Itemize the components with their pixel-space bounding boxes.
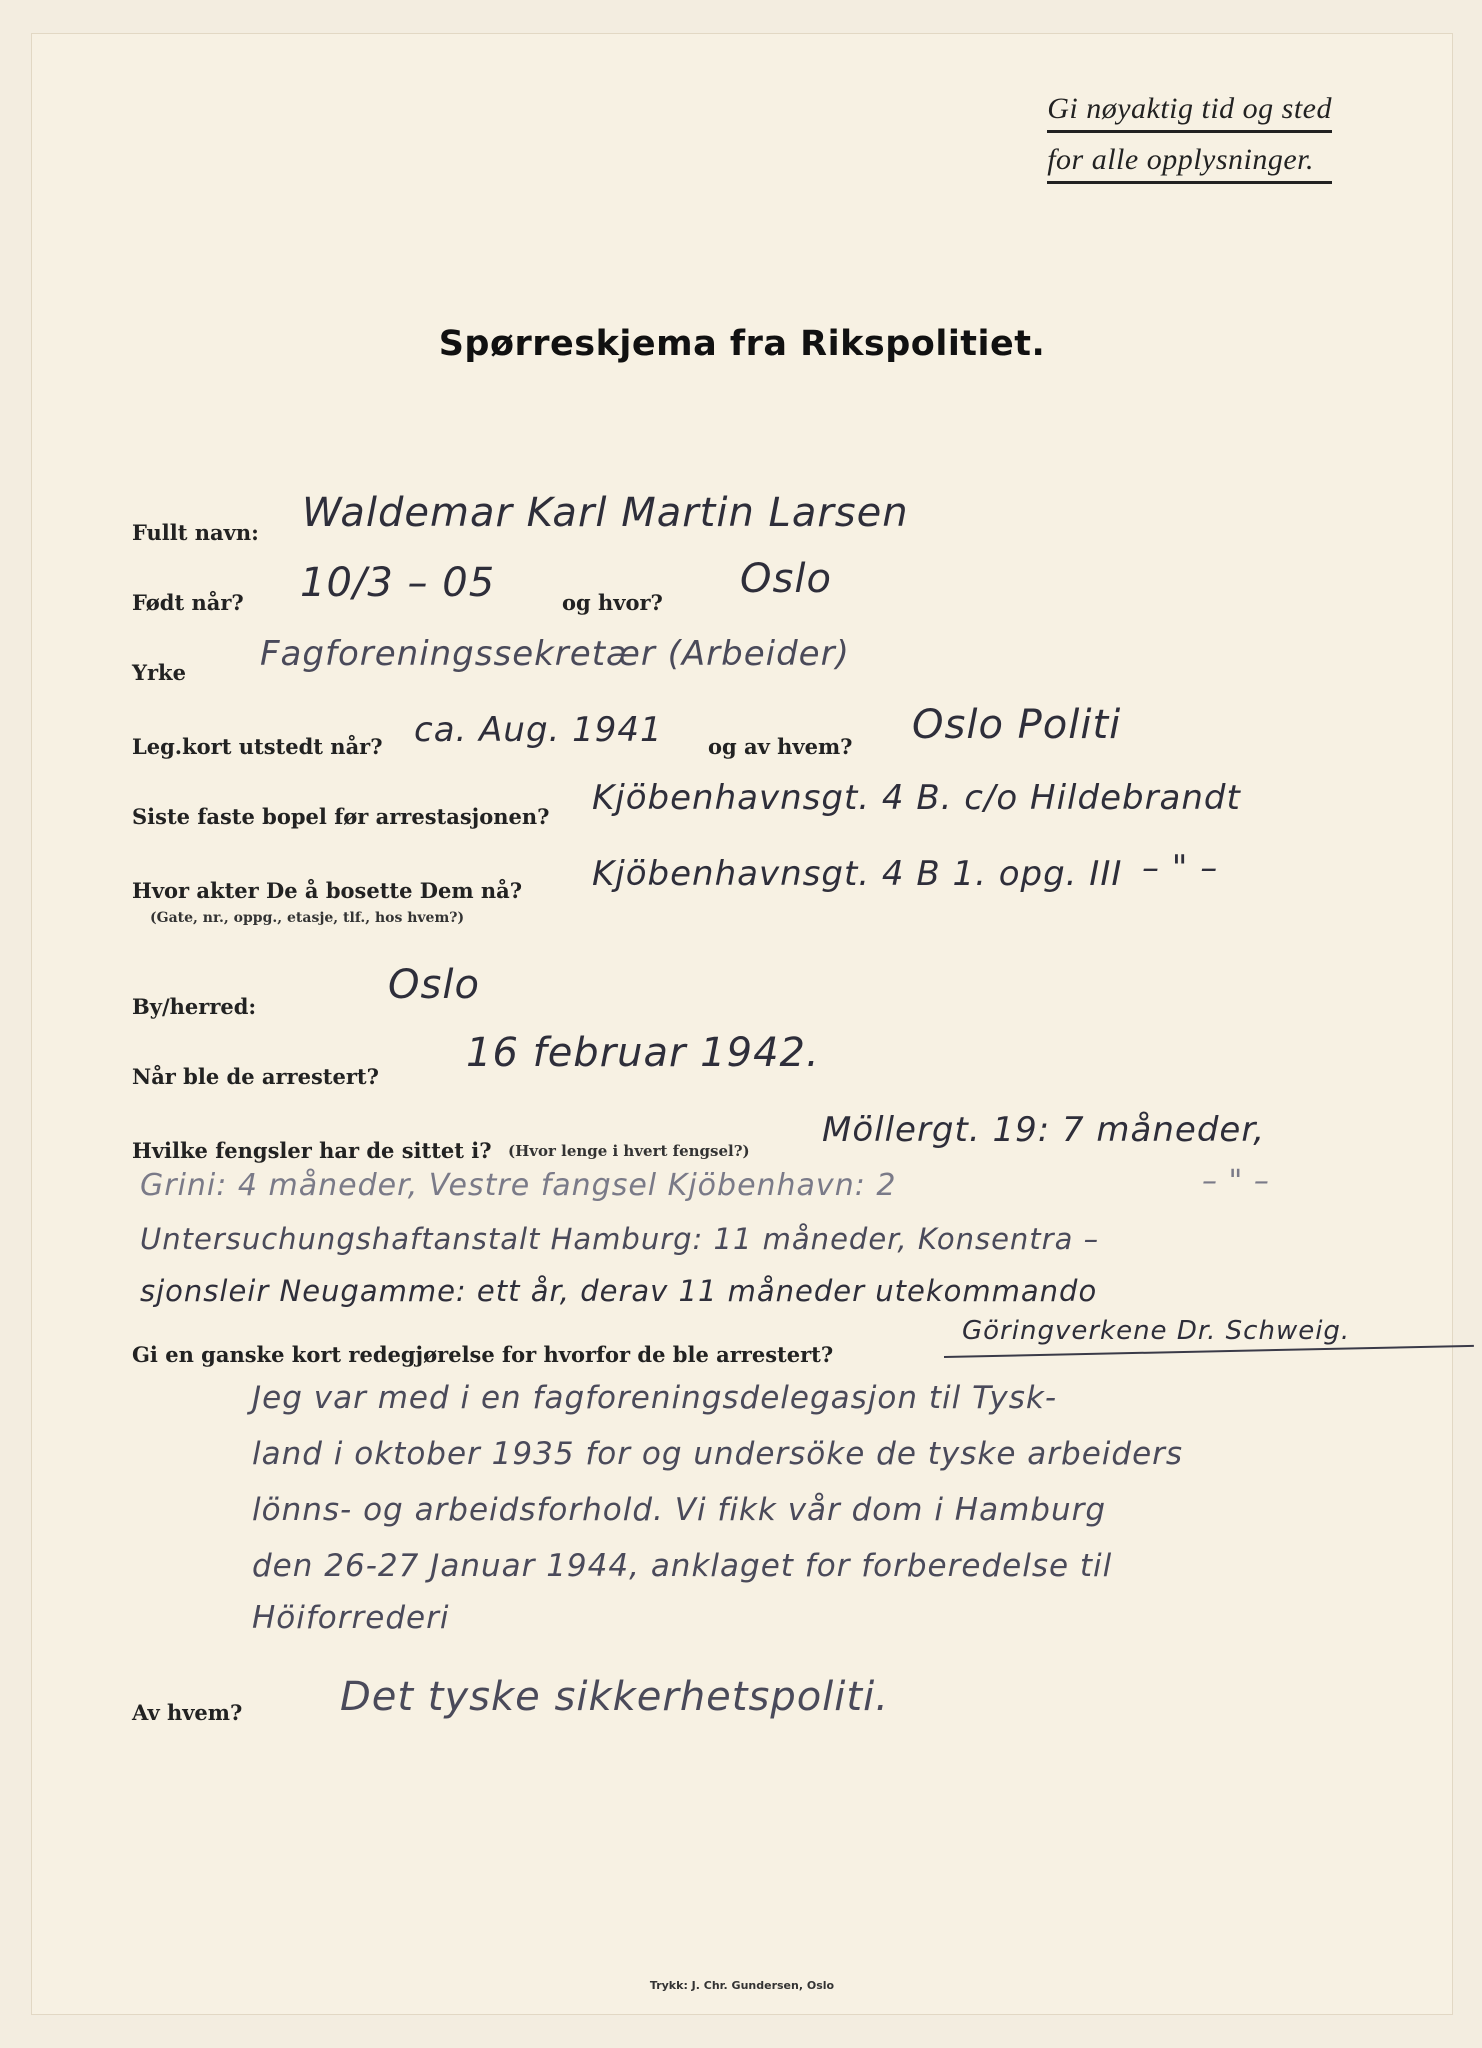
idcard-when-value: ca. Aug. 1941 <box>414 710 663 750</box>
instruction-line-1: Gi nøyaktig tid og sted <box>1047 82 1332 133</box>
settle-value-tail: – " – <box>1142 848 1219 888</box>
reason-line-2: land i oktober 1935 for og undersöke de tyske arbeiders <box>252 1436 1184 1472</box>
municipality-value: Oslo <box>388 962 480 1008</box>
reason-line-1: Jeg var med i en fagforeningsdelegasjon til Tysk- <box>252 1380 1058 1416</box>
by-whom-value: Det tyske sikkerhetspoliti. <box>340 1674 889 1720</box>
idcard-when-label: Leg.kort utstedt når? <box>132 734 383 759</box>
last-address-label: Siste faste bopel før arrestasjonen? <box>132 804 550 829</box>
prisons-line-1: Möllergt. 19: 7 måneder, <box>822 1110 1266 1150</box>
full-name-label: Fullt navn: <box>132 520 259 545</box>
instruction-line-2: for alle opplysninger. <box>1047 133 1332 184</box>
born-when-label: Født når? <box>132 590 244 615</box>
form-sheet <box>32 34 1452 2014</box>
instruction-note <box>1047 82 1332 184</box>
born-when-value: 10/3 – 05 <box>300 560 496 606</box>
reason-line-4: den 26-27 Januar 1944, anklaget for forberedelse til <box>252 1548 1113 1584</box>
form-title: Spørreskjema fra Rikspolitiet. <box>438 324 1046 364</box>
reason-label: Gi en ganske kort redegjørelse for hvorfor de ble arrestert? <box>132 1342 834 1367</box>
settle-value: Kjöbenhavnsgt. 4 B 1. opg. III <box>592 854 1123 894</box>
settle-label: Hvor akter De å bosette Dem nå? <box>132 878 523 903</box>
prisons-sublabel: (Hvor lenge i hvert fengsel?) <box>508 1142 750 1160</box>
by-whom-label: Av hvem? <box>132 1700 243 1725</box>
settle-sublabel: (Gate, nr., oppg., etasje, tlf., hos hvem?) <box>150 910 465 926</box>
born-where-label: og hvor? <box>562 590 663 615</box>
prisons-line-2: Grini: 4 måneder, Vestre fangsel Kjöbenhavn: 2 <box>140 1168 897 1203</box>
arrested-when-value: 16 februar 1942. <box>466 1030 820 1076</box>
full-name-value: Waldemar Karl Martin Larsen <box>302 490 909 536</box>
prisons-line-4: sjonsleir Neugamme: ett år, derav 11 måneder utekommando <box>140 1274 1098 1308</box>
prisons-line-2-tail: – " – <box>1202 1164 1270 1199</box>
reason-inline: Göringverkene Dr. Schweig. <box>962 1316 1351 1346</box>
occupation-label: Yrke <box>132 660 186 685</box>
reason-underline-stroke <box>944 1345 1474 1358</box>
occupation-value: Fagforeningssekretær (Arbeider) <box>260 634 850 674</box>
idcard-by-value: Oslo Politi <box>912 702 1122 748</box>
born-where-value: Oslo <box>740 556 832 602</box>
municipality-label: By/herred: <box>132 994 257 1019</box>
prisons-line-3: Untersuchungshaftanstalt Hamburg: 11 måneder, Konsentra – <box>140 1222 1100 1256</box>
printer-footer: Trykk: J. Chr. Gundersen, Oslo <box>649 1979 835 1992</box>
idcard-by-label: og av hvem? <box>708 734 853 759</box>
reason-line-5: Höiforrederi <box>252 1600 450 1636</box>
prisons-label: Hvilke fengsler har de sittet i? <box>132 1138 492 1163</box>
reason-line-3: lönns- og arbeidsforhold. Vi fikk vår dom i Hamburg <box>252 1492 1107 1528</box>
last-address-value: Kjöbenhavnsgt. 4 B. c/o Hildebrandt <box>592 778 1241 818</box>
arrested-when-label: Når ble de arrestert? <box>132 1064 379 1089</box>
